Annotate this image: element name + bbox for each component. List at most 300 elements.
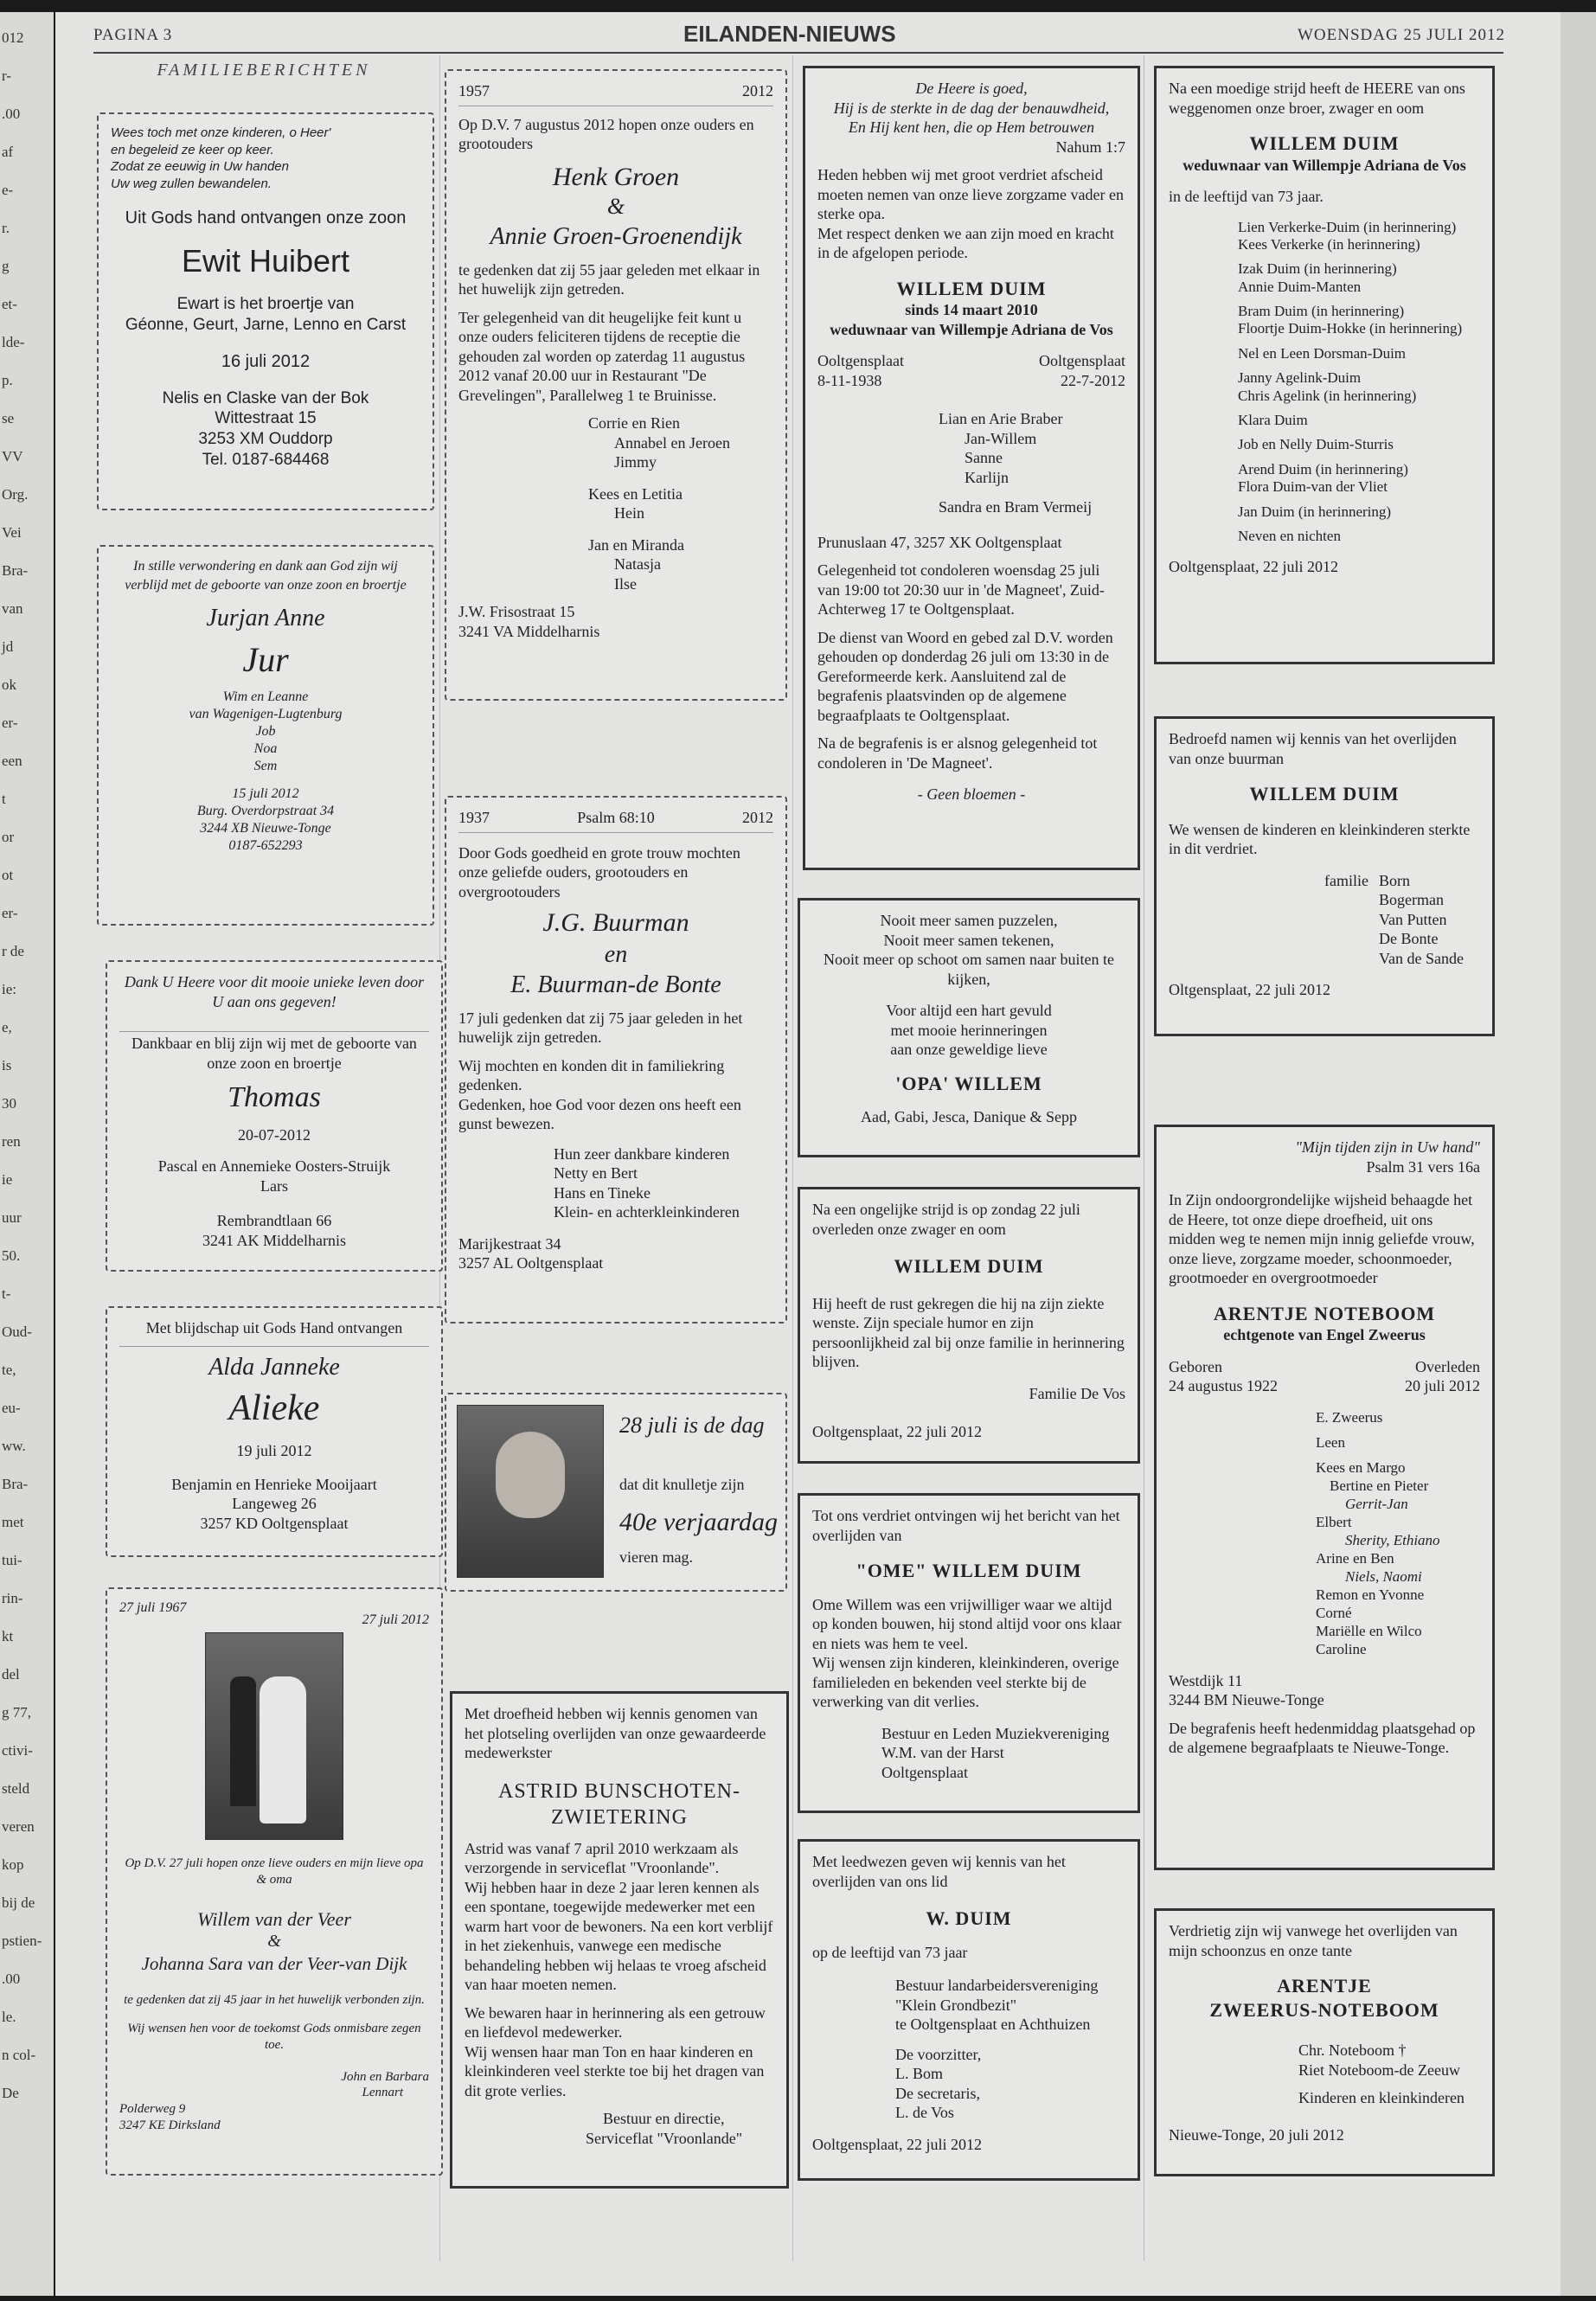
birth-date: 15 juli 2012 xyxy=(232,786,299,802)
parents: Pascal en Annemieke Oosters-Struijk xyxy=(157,1157,391,1175)
family-member: Nel en Leen Dorsman-Duim xyxy=(1238,344,1407,362)
verse: "Mijn tijden zijn in Uw hand" xyxy=(1295,1138,1480,1156)
obituary-astrid xyxy=(450,1691,789,2189)
previous-page-fragment: Bra- xyxy=(2,1476,29,1492)
family-member: Sherity, Ethiano xyxy=(1345,1531,1440,1548)
verse-line: De Heere is goed, xyxy=(915,80,1028,97)
previous-page-fragment: pstien- xyxy=(2,1932,42,1949)
deceased-first-name: ARENTJE xyxy=(1277,1975,1372,1997)
family-member: Ilse xyxy=(614,574,637,593)
previous-page-fragment: g 77, xyxy=(2,1704,31,1721)
deceased-name: 'OPA' WILLEM xyxy=(895,1072,1042,1094)
sibling: Noa xyxy=(253,741,278,757)
verse-line: Nooit meer op schoot om samen naar buiten te kijken, xyxy=(824,951,1114,988)
deceased-name: WILLEM DUIM xyxy=(1249,132,1400,154)
family-member: Leen xyxy=(1316,1433,1345,1451)
previous-page-fragment: Oud- xyxy=(2,1324,32,1340)
obituary-willem-duim-family xyxy=(803,66,1140,870)
intro: Op D.V. 27 juli hopen onze lieve ouders en mijn lieve opa & oma xyxy=(125,1856,424,1887)
previous-page-fragment: ok xyxy=(2,676,16,693)
previous-page-fragment: t xyxy=(2,791,6,807)
paragraph: Wij wensen zijn kinderen, kleinkinderen, overige familieleden en bekenden veel sterkte bij de verwerking van dit verlies. xyxy=(812,1654,1119,1710)
born-label: Geboren xyxy=(1169,1357,1222,1375)
family-member: Arine en Ben xyxy=(1316,1550,1394,1567)
phone: Tel. 0187-684468 xyxy=(202,450,330,469)
portrait-photo xyxy=(457,1405,604,1578)
headline: 28 juli is de dag xyxy=(619,1413,765,1438)
previous-page-fragment: 30 xyxy=(2,1095,16,1112)
family-member: Elbert xyxy=(1316,1513,1352,1530)
family-label: familie xyxy=(1324,871,1368,889)
street: Burg. Overdorpstraat 34 xyxy=(196,804,335,819)
signature-line: Ooltgensplaat xyxy=(881,1763,968,1781)
deceased-surname: ZWEERUS-NOTEBOOM xyxy=(1209,1998,1439,2021)
sibling: Lars xyxy=(260,1176,288,1195)
previous-page-fragment: .00 xyxy=(2,106,21,122)
header-rule xyxy=(93,52,1503,54)
signature-line: Bestuur en Leden Muziekvereniging xyxy=(881,1724,1110,1742)
age: in de leeftijd van 73 jaar. xyxy=(1169,188,1324,205)
age: op de leeftijd van 73 jaar xyxy=(812,1943,968,1961)
verse-line: En Hij kent hen, die op Hem betrouwen xyxy=(848,119,1095,136)
obituary-willem-duim-de-vos xyxy=(798,1187,1140,1464)
city: 3257 AL Ooltgensplaat xyxy=(458,1254,604,1272)
signature xyxy=(812,1976,1125,2123)
intro: Verdrietig zijn wij vanwege het overlijden van mijn schoonzus en onze tante xyxy=(1169,1922,1458,1959)
text: te gedenken dat zij 45 jaar in het huwelijk verbonden zijn. xyxy=(124,1993,425,2008)
spacer xyxy=(1238,521,1480,528)
paragraph: Gelegenheid tot condoleren woensdag 25 juli van 19:00 tot 20:30 uur in 'de Magneet', Zuid-Achterweg 17 te Ooltgensplaat. xyxy=(817,561,1105,618)
street: Langeweg 26 xyxy=(232,1495,317,1512)
widower: weduwnaar van Willempje Adriana de Vos xyxy=(1183,156,1466,174)
family-member: Sanne xyxy=(965,449,1003,466)
paragraph: Wij hebben haar in deze 2 jaar leren kennen als een spontane, toegewijde medewerker met een warm hart voor de bewoners. Na een kort verblijf in het ziekenhuis, vanwege een medische behandeling hebben wij helaas te vroeg afscheid van haar moeten nemen. xyxy=(465,1878,773,1993)
intro: Tot ons verdriet ontvingen wij het bericht van het overlijden van xyxy=(812,1507,1120,1544)
family-member: Niels, Naomi xyxy=(1345,1568,1422,1586)
no-flowers: - Geen bloemen - xyxy=(917,785,1026,803)
previous-page-fragment: et- xyxy=(2,296,17,312)
birth-announcement-ewit xyxy=(97,112,434,510)
previous-page-fragment: ie xyxy=(2,1171,13,1188)
wife-name: E. Buurman-de Bonte xyxy=(510,971,721,998)
paragraph: De begrafenis heeft hedenmiddag plaatsgehad op de algemene begraafplaats te Nieuwe-Tonge. xyxy=(1169,1719,1476,1757)
date-left: 27 juli 1967 xyxy=(119,1600,187,1615)
previous-page-fragment: uur xyxy=(2,1209,22,1226)
section-title: FAMILIEBERICHTEN xyxy=(157,61,371,80)
husband-name: J.G. Buurman xyxy=(542,908,689,937)
previous-page-fragment: eu- xyxy=(2,1400,21,1416)
family-member: Remon en Yvonne xyxy=(1316,1586,1425,1604)
place-date: Oltgensplaat, 22 juli 2012 xyxy=(1169,981,1330,998)
birth-date: 19 juli 2012 xyxy=(236,1442,312,1459)
anniversary-buurman xyxy=(445,796,787,1324)
family: Familie De Vos xyxy=(1029,1384,1125,1402)
baby-name: Jurjan Anne xyxy=(206,605,325,632)
signature-line: te Ooltgensplaat en Achthuizen xyxy=(895,2016,1091,2033)
previous-page-fragment: ctivi- xyxy=(2,1742,33,1759)
paragraph: We wensen de kinderen en kleinkinderen sterkte in dit verdriet. xyxy=(1169,820,1471,857)
family-member: Netty en Bert xyxy=(554,1164,638,1182)
previous-page-fragment: ww. xyxy=(2,1438,26,1454)
husband-name: Willem van der Veer xyxy=(197,1907,351,1930)
page-date: WOENSDAG 25 JULI 2012 xyxy=(1298,26,1506,44)
verse-line: met mooie herinneringen xyxy=(890,1021,1048,1039)
signature: Bestuur en directie, xyxy=(603,2110,725,2127)
family-member: Kees en Margo xyxy=(1316,1458,1406,1476)
birth-announcement-thomas xyxy=(106,960,443,1272)
page-edge-right xyxy=(1561,12,1596,2296)
birthday-40 xyxy=(445,1393,787,1592)
previous-page-fragment: t- xyxy=(2,1285,11,1302)
family-name: De Bonte xyxy=(1378,930,1439,947)
verse-reference: Psalm 31 vers 16a xyxy=(1366,1157,1480,1176)
family-member: Lien Verkerke-Duim (in herinnering) xyxy=(1238,218,1457,235)
nickname: Jur xyxy=(242,640,289,680)
obituary-w-duim xyxy=(798,1839,1140,2181)
family-member: Flora Duim-van der Vliet xyxy=(1238,478,1388,496)
verse-reference: Nahum 1:7 xyxy=(1055,138,1125,156)
since: sinds 14 maart 2010 xyxy=(905,301,1038,318)
paragraph: Heden hebben wij met groot verdriet afscheid moeten nemen van onze lieve zorgzame vader en sterke opa. xyxy=(817,166,1124,222)
family-list xyxy=(1368,871,1464,969)
family-member: Klara Duim xyxy=(1238,412,1308,429)
intro: Met leedwezen geven wij kennis van het overlijden van ons lid xyxy=(812,1853,1066,1890)
sibling-names: Géonne, Geurt, Jarne, Lenno en Carst xyxy=(125,315,407,334)
previous-page-fragment: Org. xyxy=(2,486,29,503)
spacer xyxy=(1238,362,1480,369)
previous-page-fragment: e, xyxy=(2,1019,12,1035)
family-member: Floortje Duim-Hokke (in herinnering) xyxy=(1238,320,1463,337)
paragraph: Hij heeft de rust gekregen die hij na zijn ziekte wenste. Zijn speciale humor en zijn persoonlijkheid zal bij onze familie in herinnering blijven. xyxy=(812,1294,1125,1370)
place-date: Ooltgensplaat, 22 juli 2012 xyxy=(812,2135,982,2153)
previous-page-fragment: e- xyxy=(2,182,14,198)
previous-page-fragment: er- xyxy=(2,715,18,731)
family-member: Kinderen en kleinkinderen xyxy=(1298,2089,1465,2106)
from-child: Lennart xyxy=(362,2086,403,2100)
family-name: Born xyxy=(1378,871,1410,889)
parents-surname: van Wagenigen-Lugtenburg xyxy=(189,707,343,722)
ampersand: & xyxy=(606,194,625,219)
previous-page-fragment: VV xyxy=(2,448,23,465)
birth-place: Ooltgensplaat xyxy=(817,352,904,369)
family-list xyxy=(458,413,773,593)
sibling-line: Ewart is het broertje van xyxy=(176,295,355,313)
family-member: Bram Duim (in herinnering) xyxy=(1238,303,1405,320)
ampersand: & xyxy=(267,1932,281,1951)
anniversary-groen xyxy=(445,69,787,701)
family-list xyxy=(1169,219,1480,546)
previous-page-fragment: 012 xyxy=(2,29,24,46)
year-start: 1957 xyxy=(458,82,490,99)
paragraph: Met respect denken we aan zijn moed en kracht in de afgelopen periode. xyxy=(817,224,1114,261)
divider xyxy=(458,832,773,833)
year-end: 2012 xyxy=(741,809,773,826)
street: Westdijk 11 xyxy=(1169,1671,1243,1689)
phone: 0187-652293 xyxy=(228,838,303,854)
intro: Na een ongelijke strijd is op zondag 22 juli overleden onze zwager en oom xyxy=(812,1201,1080,1238)
intro: Met blijdschap uit Gods Hand ontvangen xyxy=(145,1319,403,1336)
deceased-name: "OME" WILLEM DUIM xyxy=(856,1560,1082,1581)
previous-page-fragment: van xyxy=(2,600,23,617)
previous-page-fragment: p. xyxy=(2,372,13,388)
family-member: Gerrit-Jan xyxy=(1345,1495,1408,1512)
husband-name: Henk Groen xyxy=(552,162,680,191)
psalm-reference: Psalm 68:10 xyxy=(577,809,655,826)
previous-page-fragment: met xyxy=(2,1514,24,1530)
deceased-name: ASTRID BUNSCHOTEN-ZWIETERING xyxy=(497,1779,740,1829)
signature xyxy=(812,1724,1125,1783)
family-member: Annabel en Jeroen xyxy=(614,433,730,452)
previous-page-fragment: is xyxy=(2,1057,12,1074)
street: Wittestraat 15 xyxy=(215,409,317,428)
spacer xyxy=(1238,405,1480,412)
sibling: Job xyxy=(255,724,276,740)
verse-line: Nooit meer samen tekenen, xyxy=(883,931,1054,949)
signature-line: L. Bom xyxy=(895,2065,944,2082)
verse-line: Hij is de sterkte in de dag der benauwdheid, xyxy=(833,99,1110,117)
died-label: Overleden xyxy=(1415,1357,1480,1375)
previous-page-fragment: del xyxy=(2,1666,20,1682)
parents: Wim en Leanne xyxy=(222,689,309,705)
spouse: echtgenote van Engel Zweerus xyxy=(1223,1326,1426,1343)
paragraph: We bewaren haar in herinnering als een getrouw en liefdevol medewerker. xyxy=(465,2003,766,2041)
family-member: Jan Duim (in herinnering) xyxy=(1238,503,1392,520)
previous-page-fragment: .00 xyxy=(2,1971,21,1987)
family-member: Natasja xyxy=(614,555,661,573)
paragraph: Ter gelegenheid van dit heugelijke feit kunt u onze ouders feliciteren tijdens de receptie die gehouden zal worden op zaterdag 11 augustus 2012 vanaf 20.00 uur in Restaurant "De Grevelingen", Parallelweg 1 te Bruinisse. xyxy=(458,308,746,404)
city: 3241 AK Middelharnis xyxy=(202,1231,346,1249)
previous-page-fragment: af xyxy=(2,144,14,160)
family-member: Caroline xyxy=(1316,1641,1367,1658)
widower: weduwnaar van Willempje Adriana de Vos xyxy=(830,320,1113,338)
family-member: Hun zeer dankbare kinderen xyxy=(554,1144,730,1163)
city: 3244 XB Nieuwe-Tonge xyxy=(200,821,331,836)
paragraph: Ome Willem was een vrijwilliger waar we altijd op konden bouwen, hij stond altijd voor ons klaar en niets was hem te veel. xyxy=(812,1595,1122,1652)
paragraph: De dienst van Woord en gebed zal D.V. worden gehouden op donderdag 26 juli om 13:30 in de Gereformeerde kerk. Aansluitend zal de begrafenis plaatsvinden op de algemene begraafplaats te Ooltgensplaat. xyxy=(817,628,1113,724)
street: Marijkestraat 34 xyxy=(458,1234,561,1253)
family-member: Mariëlle en Wilco xyxy=(1316,1623,1422,1640)
family-name: Van Putten xyxy=(1378,910,1447,928)
birth-date: 20-07-2012 xyxy=(238,1125,311,1144)
previous-page-fragment: te, xyxy=(2,1362,16,1378)
previous-page-fragment: jd xyxy=(2,638,14,655)
signature-line: De voorzitter, xyxy=(895,2045,982,2063)
family-list xyxy=(458,1144,773,1222)
paragraph: Gedenken, hoe God voor dezen ons heeft een gunst bewezen. xyxy=(458,1095,741,1132)
previous-page-edge xyxy=(0,12,54,2296)
family-member: Karlijn xyxy=(965,468,1009,486)
deceased-name: WILLEM DUIM xyxy=(894,1255,1044,1277)
verse-line: en begeleid ze keer op keer. xyxy=(111,142,274,157)
obituary-opa-willem xyxy=(798,898,1140,1157)
previous-page-fragment: rin- xyxy=(2,1590,23,1606)
previous-page-fragment: le. xyxy=(2,2009,16,2025)
place-date: Ooltgensplaat, 22 juli 2012 xyxy=(1169,558,1338,576)
en: en xyxy=(604,940,628,968)
wife-name: Johanna Sara van der Veer-van Dijk xyxy=(141,1953,407,1974)
baby-nickname: Alieke xyxy=(228,1388,320,1428)
intro: Door Gods goedheid en grote trouw mochten onze geliefde ouders, grootouders en overgrootouders xyxy=(458,843,740,901)
face-figure xyxy=(496,1432,565,1518)
deceased-name: WILLEM DUIM xyxy=(896,277,1047,299)
previous-page-fragment: 50. xyxy=(2,1247,21,1264)
spacer xyxy=(1316,1426,1480,1433)
birth-date: 16 juli 2012 xyxy=(221,351,311,371)
previous-page-fragment: ot xyxy=(2,867,14,883)
intro: Op D.V. 7 augustus 2012 hopen onze ouders en grootouders xyxy=(458,115,754,152)
baby-name: Alda Janneke xyxy=(208,1353,340,1381)
signature-line: L. de Vos xyxy=(895,2104,954,2121)
verse-line: Nooit meer samen puzzelen, xyxy=(880,912,1058,929)
obituary-arentje-noteboom xyxy=(1154,1125,1495,1870)
previous-page-fragment: er- xyxy=(2,905,18,921)
death-date: 20 juli 2012 xyxy=(1404,1377,1480,1394)
verse-line: Voor altijd een hart gevuld xyxy=(886,1002,1052,1019)
line: dat dit knulletje zijn xyxy=(619,1475,745,1493)
end: vieren mag. xyxy=(619,1548,693,1566)
paragraph: In Zijn ondoorgrondelijke wijsheid behaagde het de Heere, tot onze diepe droefheid, uit ons midden weg te nemen mijn innig geliefde vrouw, onze lieve, zorgzame moeder, schoonmoeder, grootmoeder en overgrootmoeder xyxy=(1169,1191,1475,1286)
family-member: Arend Duim (in herinnering) xyxy=(1238,460,1408,478)
family-member: Annie Duim-Manten xyxy=(1238,278,1362,295)
spacer xyxy=(1316,1452,1480,1458)
previous-page-fragment: een xyxy=(2,753,22,769)
signature-line: "Klein Grondbezit" xyxy=(895,1996,1017,2014)
street: J.W. Frisostraat 15 xyxy=(458,603,575,620)
spacer xyxy=(1238,429,1480,436)
family-member: Chris Agelink (in herinnering) xyxy=(1238,387,1417,404)
signature-line: Bestuur landarbeidersvereniging xyxy=(895,1977,1099,1994)
city: 3257 KD Ooltgensplaat xyxy=(200,1514,349,1532)
family-list xyxy=(1169,1408,1480,1659)
intro: Uit Gods hand ontvangen onze zoon xyxy=(125,208,407,228)
family-member: Kees Verkerke (in herinnering) xyxy=(1238,235,1420,253)
previous-page-fragment: tui- xyxy=(2,1552,22,1568)
birth-date: 8-11-1938 xyxy=(817,371,882,389)
previous-page-fragment: kt xyxy=(2,1628,14,1644)
birth-announcement-alieke xyxy=(106,1306,443,1557)
family-name: Bogerman xyxy=(1378,891,1444,908)
deceased-name: W. DUIM xyxy=(926,1907,1012,1929)
newspaper-masthead: EILANDEN-NIEUWS xyxy=(683,21,896,47)
family-member: Sandra en Bram Vermeij xyxy=(939,498,1093,516)
spacer xyxy=(1238,253,1480,260)
previous-page-fragment: De xyxy=(2,2085,19,2101)
family-member: Chr. Noteboom † xyxy=(1298,2041,1407,2059)
previous-page-fragment: r de xyxy=(2,943,24,959)
family-member: Corné xyxy=(1316,1605,1352,1622)
paragraph: te gedenken dat zij 55 jaar geleden met elkaar in het huwelijk zijn getreden. xyxy=(458,260,760,298)
birth-announcement-jur xyxy=(97,545,434,926)
paragraph: Wij wensen haar man Ton en haar kinderen en kleinkinderen veel sterkte toe bij het dragen van dit grote verlies. xyxy=(465,2042,765,2099)
place-date: Nieuwe-Tonge, 20 juli 2012 xyxy=(1169,2125,1344,2144)
baby-name: Thomas xyxy=(228,1081,321,1113)
death-date: 22-7-2012 xyxy=(1061,371,1125,389)
family-member: E. Zweerus xyxy=(1316,1408,1383,1426)
signature-line: De secretaris, xyxy=(895,2084,980,2102)
parents: Benjamin en Henrieke Mooijaart xyxy=(171,1475,377,1493)
previous-page-fragment: r- xyxy=(2,67,11,84)
from: John en Barbara xyxy=(341,2069,429,2084)
wish: Wij wensen hen voor de toekomst Gods onmisbare zegen toe. xyxy=(127,2022,421,2052)
family-member: Janny Agelink-Duim xyxy=(1238,369,1362,387)
family-member: Lian en Arie Braber xyxy=(939,410,1063,427)
baby-name: Ewit Huibert xyxy=(181,243,350,279)
death-place: Ooltgensplaat xyxy=(1039,352,1125,369)
family: Aad, Gabi, Jesca, Danique & Sepp xyxy=(861,1108,1077,1125)
previous-page-fragment: Vei xyxy=(2,524,22,541)
previous-page-fragment: lde- xyxy=(2,334,25,350)
family-name: Van de Sande xyxy=(1378,949,1464,967)
verse: Dank U Heere voor dit mooie unieke leven door U aan ons gegeven! xyxy=(124,973,425,1010)
deceased-name: WILLEM DUIM xyxy=(1249,783,1400,804)
family-member: Kees en Letitia xyxy=(588,484,683,503)
previous-page-fragment: ie: xyxy=(2,981,16,997)
city: 3247 KE Dirksland xyxy=(119,2118,221,2132)
age: 40e verjaardag xyxy=(619,1508,779,1536)
family-list xyxy=(1169,2041,1480,2108)
date-right: 27 juli 2012 xyxy=(362,1612,429,1627)
city: 3244 BM Nieuwe-Tonge xyxy=(1169,1691,1324,1709)
family-member: Hans en Tineke xyxy=(554,1183,651,1202)
intro: Na een moedige strijd heeft de HEERE van ons weggenomen onze broer, zwager en oom xyxy=(1169,80,1465,117)
family-list xyxy=(817,409,1125,517)
year-start: 1937 xyxy=(458,809,490,826)
birth-date: 24 augustus 1922 xyxy=(1169,1377,1278,1394)
previous-page-fragment: veren xyxy=(2,1818,35,1835)
previous-page-fragment: steld xyxy=(2,1780,30,1797)
groom-figure xyxy=(230,1676,256,1806)
intro: Dankbaar en blij zijn wij met de geboorte van onze zoon en broertje xyxy=(131,1035,417,1072)
verse xyxy=(111,125,420,192)
family-member: Jimmy xyxy=(614,453,657,471)
spacer xyxy=(1238,296,1480,303)
spacer xyxy=(1238,497,1480,503)
family-member: Jan en Miranda xyxy=(588,535,684,554)
verse-line: Wees toch met onze kinderen, o Heer' xyxy=(111,125,331,140)
year-end: 2012 xyxy=(742,82,773,99)
wife-name: Annie Groen-Groenendijk xyxy=(490,222,742,250)
verse-line: aan onze geweldige lieve xyxy=(890,1041,1048,1058)
previous-page-fragment: ren xyxy=(2,1133,21,1150)
previous-page-fragment: Bra- xyxy=(2,562,29,579)
verse-line: Uw weg zullen bewandelen. xyxy=(111,176,272,191)
parents: Nelis en Claske van der Bok xyxy=(162,388,369,407)
intro: Bedroefd namen wij kennis van het overlijden van onze buurman xyxy=(1169,730,1457,767)
verse-line: Zodat ze eeuwig in Uw handen xyxy=(111,159,289,174)
previous-page-fragment: g xyxy=(2,258,10,274)
place-date: Ooltgensplaat, 22 juli 2012 xyxy=(812,1423,982,1440)
wedding-photo xyxy=(205,1632,343,1840)
previous-page-fragment: bij de xyxy=(2,1894,35,1911)
family-member: Corrie en Rien xyxy=(588,414,680,432)
anniversary-van-der-veer xyxy=(106,1587,443,2176)
spacer xyxy=(1238,454,1480,461)
street: Polderweg 9 xyxy=(119,2102,186,2116)
divider xyxy=(119,1346,429,1347)
family-member: Hein xyxy=(614,504,644,522)
family-member: Job en Nelly Duim-Sturris xyxy=(1238,436,1394,453)
family-member: Neven en nichten xyxy=(1238,527,1341,544)
paragraph: Na de begrafenis is er alsnog gelegenheid tot condoleren in 'De Magneet'. xyxy=(817,734,1098,772)
spacer xyxy=(1238,338,1480,345)
city: 3241 VA Middelharnis xyxy=(458,622,600,640)
previous-page-fragment: se xyxy=(2,410,15,426)
family-member: Bertine en Pieter xyxy=(1330,1477,1429,1494)
sibling: Sem xyxy=(253,759,278,774)
column-separator xyxy=(792,55,793,2261)
street: Rembrandtlaan 66 xyxy=(216,1212,332,1229)
family-member: Jan-Willem xyxy=(965,429,1037,447)
